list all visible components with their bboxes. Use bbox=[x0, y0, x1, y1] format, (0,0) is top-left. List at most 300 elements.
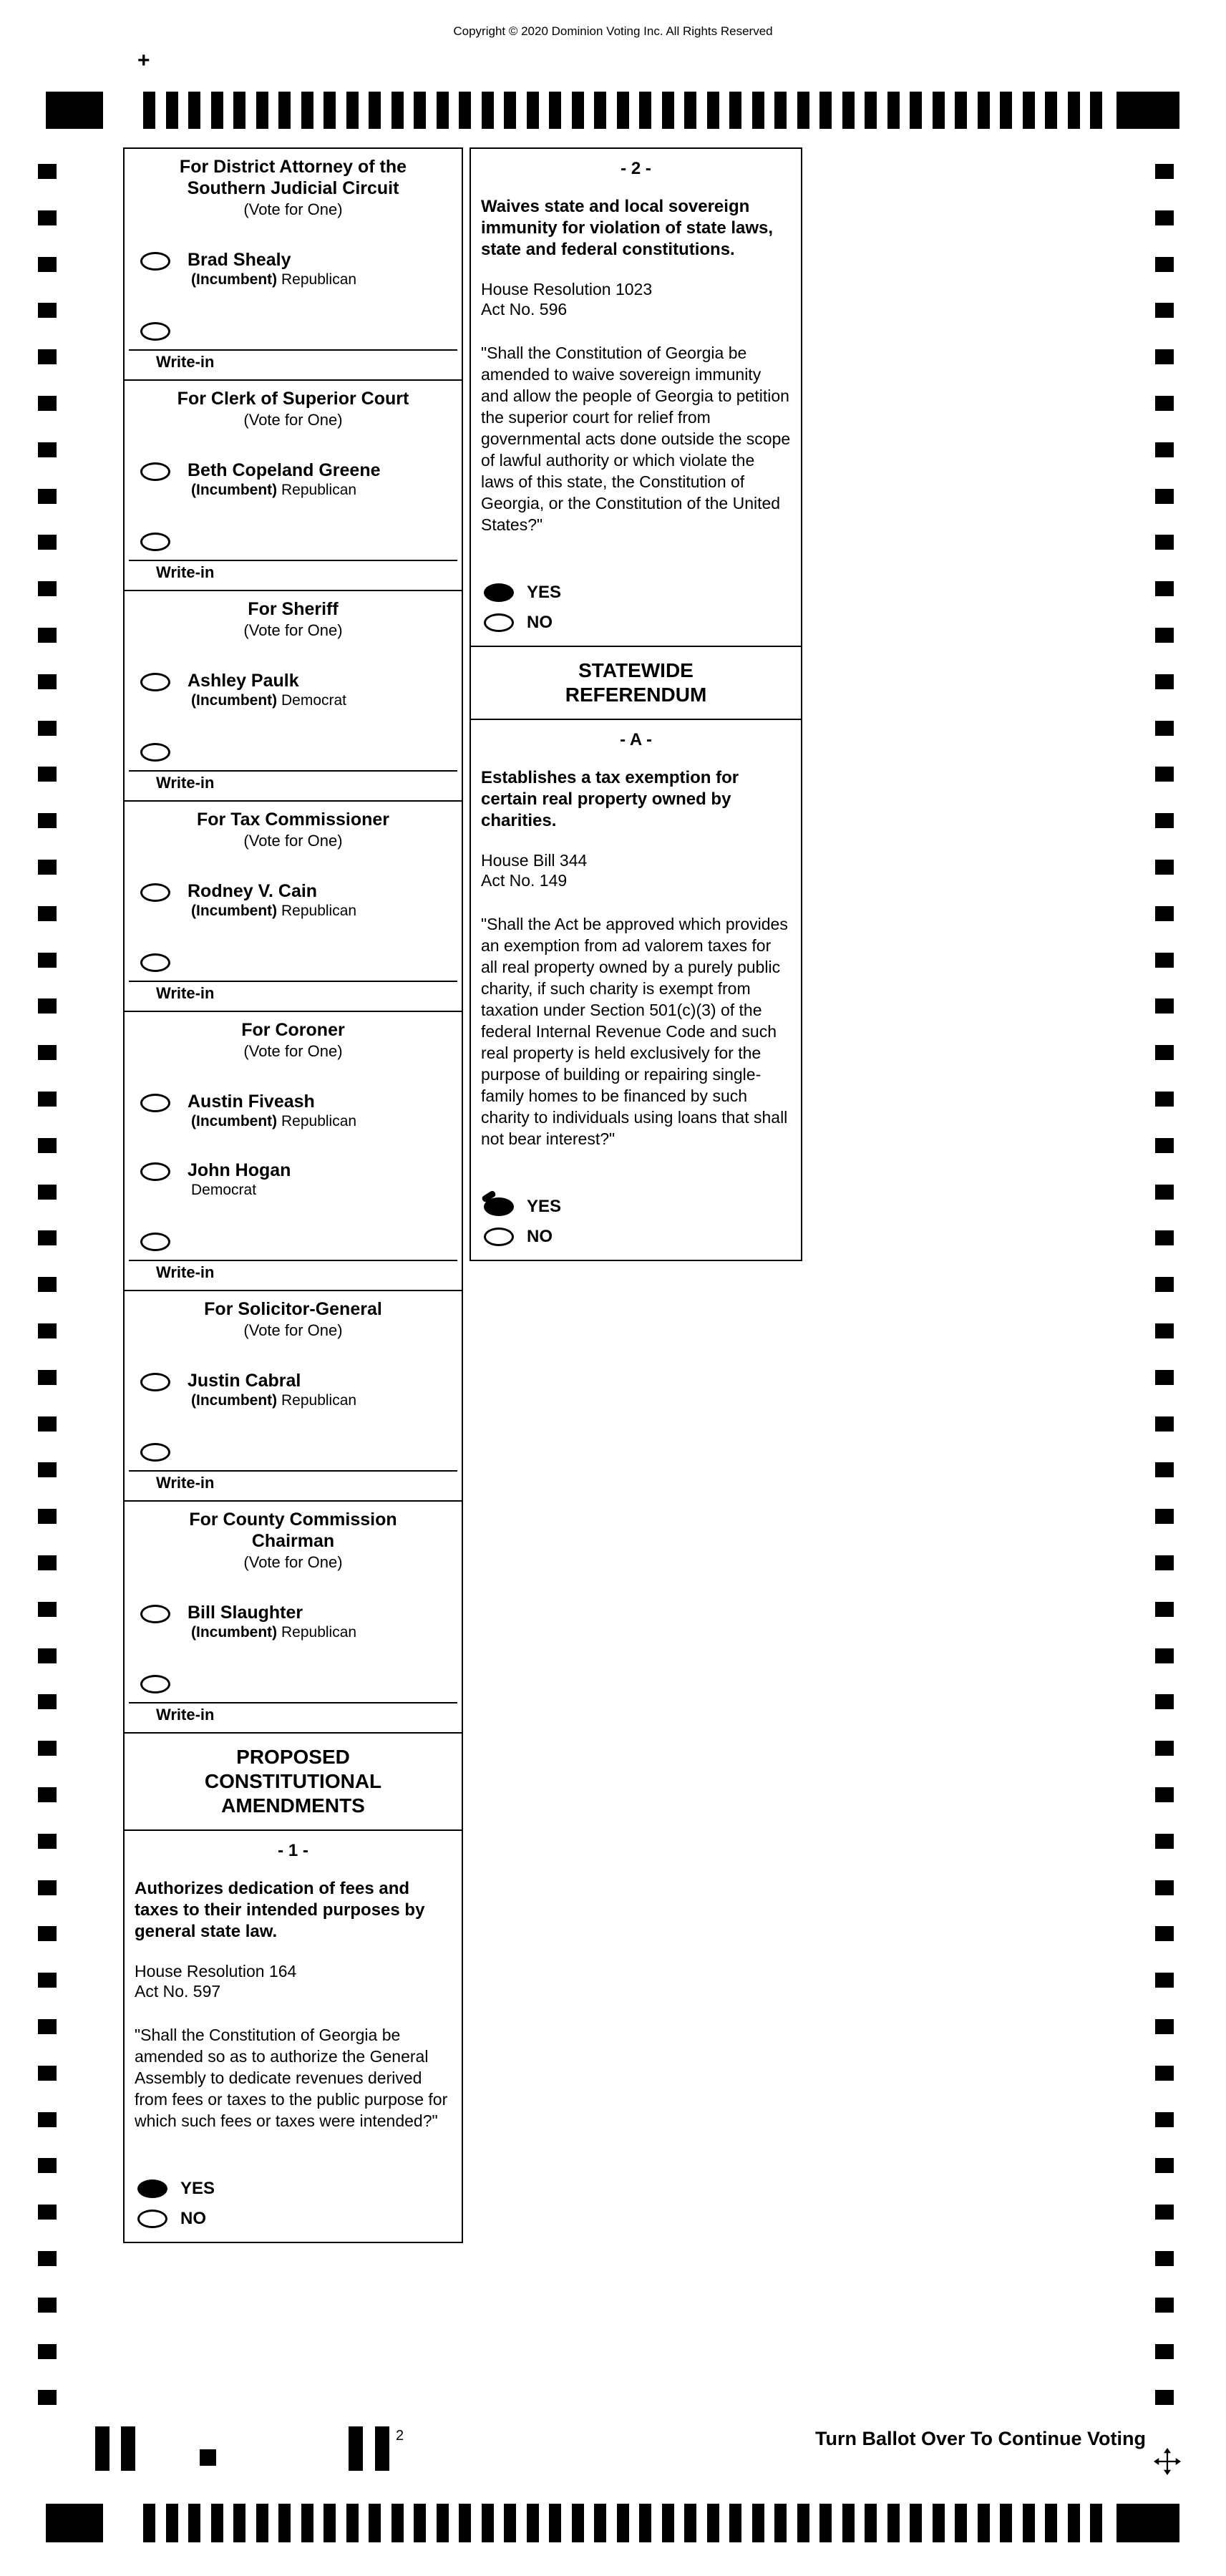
timing-mark-top bbox=[437, 92, 449, 129]
timing-mark-left bbox=[38, 1880, 57, 1895]
timing-mark-right bbox=[1155, 1185, 1174, 1200]
candidate-party: (Incumbent) Republican bbox=[191, 1113, 357, 1129]
timing-mark-right bbox=[1155, 442, 1174, 457]
timing-mark-top bbox=[301, 92, 313, 129]
vote-for-label: (Vote for One) bbox=[243, 1042, 343, 1060]
timing-mark-left bbox=[38, 1648, 57, 1663]
timing-mark-bottom bbox=[662, 2504, 674, 2542]
measure-ref: Act No. 596 bbox=[481, 300, 568, 319]
timing-mark-right bbox=[1155, 998, 1174, 1014]
write-in-oval[interactable] bbox=[140, 322, 170, 341]
candidate-party: (Incumbent) Republican bbox=[191, 1624, 357, 1641]
timing-mark-right bbox=[1155, 257, 1174, 272]
candidate-party: (Incumbent) Democrat bbox=[191, 692, 347, 709]
write-in-line[interactable] bbox=[129, 560, 457, 561]
timing-mark-top bbox=[617, 92, 629, 129]
timing-mark-top bbox=[978, 92, 990, 129]
candidate-info bbox=[188, 1603, 356, 1642]
write-in-row bbox=[140, 953, 446, 972]
candidate-row bbox=[140, 1162, 446, 1200]
write-in-row bbox=[140, 1675, 446, 1693]
timing-mark-bottom bbox=[459, 2504, 471, 2542]
candidate-info bbox=[188, 1371, 356, 1410]
contest-title: For Sheriff bbox=[248, 599, 339, 619]
no-oval[interactable] bbox=[484, 1228, 514, 1246]
timing-mark-bottom bbox=[729, 2504, 741, 2542]
right-column bbox=[470, 147, 802, 1261]
timing-mark-left bbox=[38, 628, 57, 643]
timing-mark-left bbox=[38, 257, 57, 272]
timing-mark-right bbox=[1155, 1138, 1174, 1153]
timing-mark-left bbox=[38, 1138, 57, 1153]
timing-mark-left bbox=[38, 998, 57, 1014]
timing-mark-top bbox=[143, 92, 155, 129]
timing-mark-bottom bbox=[1023, 2504, 1035, 2542]
candidate-party: (Incumbent) Republican bbox=[191, 271, 357, 288]
timing-mark-right bbox=[1155, 1787, 1174, 1802]
timing-mark-top bbox=[662, 92, 674, 129]
section-header-text: STATEWIDE REFERENDUM bbox=[565, 659, 707, 706]
incumbent-label: (Incumbent) bbox=[191, 692, 278, 709]
timing-mark-left bbox=[38, 1555, 57, 1570]
timing-mark-right bbox=[1155, 581, 1174, 596]
timing-mark-left bbox=[38, 2112, 57, 2127]
candidate-info bbox=[188, 1092, 356, 1131]
measure-ref: House Resolution 164 bbox=[135, 1962, 297, 1980]
contest-title: For Tax Commissioner bbox=[196, 810, 390, 830]
vote-for-label: (Vote for One) bbox=[243, 200, 343, 218]
option-label: YES bbox=[180, 2179, 215, 2198]
timing-mark-left bbox=[38, 2205, 57, 2220]
measure-number: - 2 - bbox=[621, 159, 651, 178]
contest-title: For Coroner bbox=[241, 1020, 345, 1040]
timing-mark-right bbox=[1155, 674, 1174, 689]
candidate-row bbox=[140, 883, 446, 920]
contest-box bbox=[123, 379, 463, 591]
candidate-oval[interactable] bbox=[140, 462, 170, 481]
timing-block-bottom-left bbox=[46, 2504, 103, 2542]
candidate-oval[interactable] bbox=[140, 1605, 170, 1623]
timing-mark-bottom bbox=[414, 2504, 426, 2542]
timing-mark-right bbox=[1155, 2390, 1174, 2405]
section-header bbox=[470, 646, 802, 720]
candidate-info bbox=[188, 1160, 291, 1200]
write-in-oval[interactable] bbox=[140, 1675, 170, 1693]
timing-mark-right bbox=[1155, 1926, 1174, 1941]
vote-for-label: (Vote for One) bbox=[243, 1553, 343, 1571]
timing-mark-bottom bbox=[391, 2504, 404, 2542]
timing-mark-top bbox=[256, 92, 268, 129]
write-in-row bbox=[140, 533, 446, 551]
timing-mark-right bbox=[1155, 1416, 1174, 1432]
measure-summary: Establishes a tax exemption for certain real property owned by charities. bbox=[481, 768, 739, 830]
write-in-oval[interactable] bbox=[140, 743, 170, 762]
timing-mark-right bbox=[1155, 953, 1174, 968]
write-in-label: Write-in bbox=[156, 1706, 215, 1724]
timing-mark-bottom bbox=[1000, 2504, 1012, 2542]
timing-mark-top bbox=[414, 92, 426, 129]
candidate-oval[interactable] bbox=[140, 252, 170, 271]
incumbent-label: (Incumbent) bbox=[191, 1113, 278, 1129]
timing-mark-left bbox=[38, 1602, 57, 1617]
timing-mark-bottom bbox=[188, 2504, 200, 2542]
write-in-line[interactable] bbox=[129, 981, 457, 982]
timing-mark-top bbox=[819, 92, 832, 129]
write-in-label: Write-in bbox=[156, 1263, 215, 1281]
timing-mark-bottom bbox=[819, 2504, 832, 2542]
candidate-party: (Incumbent) Republican bbox=[191, 903, 357, 919]
contest-box bbox=[123, 1290, 463, 1502]
measure-question: "Shall the Constitution of Georgia be amended to waive sovereign immunity and allow the people of Georgia to petition the superior court for relief from governmental acts done outside the scope of lawful authority or which violate the laws of this state, the Constitution of Georgia, or the Constitution of the United States?" bbox=[481, 344, 791, 534]
option-label: NO bbox=[527, 613, 553, 632]
no-oval[interactable] bbox=[484, 613, 514, 632]
timing-mark-left bbox=[38, 489, 57, 504]
timing-mark-top bbox=[639, 92, 651, 129]
timing-mark-top bbox=[278, 92, 291, 129]
timing-mark-bottom bbox=[278, 2504, 291, 2542]
candidate-oval[interactable] bbox=[140, 1162, 170, 1181]
measure-refs bbox=[481, 850, 791, 890]
timing-mark-bottom bbox=[143, 2504, 155, 2542]
timing-mark-bottom bbox=[549, 2504, 561, 2542]
timing-mark-right bbox=[1155, 1648, 1174, 1663]
timing-mark-left bbox=[38, 1973, 57, 1988]
timing-mark-left bbox=[38, 767, 57, 782]
timing-mark-right bbox=[1155, 1323, 1174, 1338]
option-row bbox=[137, 2209, 462, 2229]
timing-mark-right bbox=[1155, 210, 1174, 225]
write-in-line[interactable] bbox=[129, 1470, 457, 1472]
contest-box bbox=[123, 1011, 463, 1291]
timing-mark-top bbox=[684, 92, 696, 129]
contest-title: For Clerk of Superior Court bbox=[177, 389, 409, 409]
contest-box bbox=[123, 590, 463, 802]
timing-mark-top bbox=[933, 92, 945, 129]
timing-mark-left bbox=[38, 442, 57, 457]
write-in-label: Write-in bbox=[156, 1474, 215, 1492]
timing-mark-right bbox=[1155, 1555, 1174, 1570]
candidate-name: Ashley Paulk bbox=[188, 671, 299, 691]
timing-mark-right bbox=[1155, 164, 1174, 179]
timing-mark-left bbox=[38, 721, 57, 736]
yes-oval[interactable] bbox=[137, 2179, 167, 2198]
timing-mark-right bbox=[1155, 1834, 1174, 1849]
timing-mark-right bbox=[1155, 2019, 1174, 2034]
candidate-row bbox=[140, 462, 446, 500]
yes-oval[interactable] bbox=[484, 1197, 514, 1216]
incumbent-label: (Incumbent) bbox=[191, 1624, 278, 1641]
timing-mark-right bbox=[1155, 2344, 1174, 2359]
timing-mark-top bbox=[1000, 92, 1012, 129]
candidate-oval[interactable] bbox=[140, 1373, 170, 1391]
timing-mark-top bbox=[459, 92, 471, 129]
timing-mark-right bbox=[1155, 1973, 1174, 1988]
timing-mark-bottom bbox=[1045, 2504, 1057, 2542]
timing-mark-right bbox=[1155, 1462, 1174, 1477]
timing-mark-left bbox=[38, 1230, 57, 1245]
timing-mark-left bbox=[38, 1045, 57, 1060]
timing-mark-left bbox=[38, 1185, 57, 1200]
option-row bbox=[484, 583, 801, 603]
timing-mark-left bbox=[38, 1416, 57, 1432]
contest-box bbox=[123, 1500, 463, 1734]
timing-mark-top bbox=[865, 92, 877, 129]
timing-mark-top bbox=[549, 92, 561, 129]
timing-mark-bottom bbox=[707, 2504, 719, 2542]
timing-mark-bottom bbox=[437, 2504, 449, 2542]
timing-mark-left bbox=[38, 1926, 57, 1941]
option-label: NO bbox=[180, 2209, 206, 2228]
incumbent-label: (Incumbent) bbox=[191, 903, 278, 919]
timing-mark-left bbox=[38, 1462, 57, 1477]
vote-for-label: (Vote for One) bbox=[243, 1321, 343, 1339]
measure-question: "Shall the Act be approved which provides an exemption from ad valorem taxes for all real property owned by a purely public charity, if such charity is exempt from taxation under Section 501(c)(3) of the federal Internal Revenue Code and such real property is held exclusively for the purpose of building or repairing single-family homes to be financed by such charity to individuals using loans that shall not bear interest?" bbox=[481, 915, 788, 1148]
timing-mark-right bbox=[1155, 628, 1174, 643]
timing-mark-left bbox=[38, 396, 57, 411]
corner-glyph: 2 bbox=[396, 2428, 404, 2444]
registration-crosshair-icon bbox=[1154, 2448, 1181, 2475]
yes-oval[interactable] bbox=[484, 583, 514, 602]
timing-mark-bottom bbox=[301, 2504, 313, 2542]
timing-mark-right bbox=[1155, 535, 1174, 550]
timing-mark-bottom bbox=[256, 2504, 268, 2542]
timing-mark-top bbox=[774, 92, 787, 129]
candidate-name: John Hogan bbox=[188, 1160, 291, 1180]
timing-mark-top bbox=[572, 92, 584, 129]
copyright-text: Copyright © 2020 Dominion Voting Inc. All Rights Reserved bbox=[453, 24, 773, 38]
left-column bbox=[123, 147, 463, 2243]
timing-mark-top bbox=[594, 92, 606, 129]
write-in-label: Write-in bbox=[156, 563, 215, 581]
timing-mark-bottom bbox=[166, 2504, 178, 2542]
timing-mark-top bbox=[346, 92, 359, 129]
timing-mark-right bbox=[1155, 2205, 1174, 2220]
timing-mark-left bbox=[38, 906, 57, 921]
candidate-oval[interactable] bbox=[140, 1094, 170, 1112]
write-in-label: Write-in bbox=[156, 774, 215, 792]
timing-mark-top bbox=[707, 92, 719, 129]
timing-mark-top bbox=[955, 92, 967, 129]
timing-mark-left bbox=[38, 164, 57, 179]
timing-mark-top bbox=[1045, 92, 1057, 129]
section-header-text: PROPOSED CONSTITUTIONAL AMENDMENTS bbox=[204, 1746, 382, 1817]
measure-question: "Shall the Constitution of Georgia be amended so as to authorize the General Assembly to dedicate revenues derived from fees or taxes to the public purpose for which such fees or taxes were intended?" bbox=[135, 2026, 448, 2130]
measure-ref: Act No. 597 bbox=[135, 1982, 221, 2001]
timing-mark-left bbox=[38, 2251, 57, 2266]
measure-box bbox=[470, 719, 802, 1261]
write-in-line[interactable] bbox=[129, 1260, 457, 1261]
timing-mark-left bbox=[38, 1323, 57, 1338]
timing-mark-left bbox=[38, 860, 57, 875]
timing-mark-bottom bbox=[504, 2504, 516, 2542]
timing-mark-left bbox=[38, 2066, 57, 2081]
timing-mark-left bbox=[38, 953, 57, 968]
timing-mark-left bbox=[38, 2158, 57, 2173]
candidate-oval[interactable] bbox=[140, 673, 170, 691]
code-bar bbox=[121, 2426, 135, 2471]
timing-mark-right bbox=[1155, 1370, 1174, 1385]
timing-mark-top bbox=[1068, 92, 1080, 129]
vote-for-label: (Vote for One) bbox=[243, 832, 343, 850]
write-in-line[interactable] bbox=[129, 1702, 457, 1703]
measure-summary: Waives state and local sovereign immunity for violation of state laws, state and federal constitutions. bbox=[481, 197, 774, 259]
write-in-label: Write-in bbox=[156, 353, 215, 371]
contest-title: For District Attorney of the Southern Judicial Circuit bbox=[179, 157, 407, 198]
timing-block-bottom-right bbox=[1116, 2504, 1179, 2542]
timing-mark-bottom bbox=[617, 2504, 629, 2542]
write-in-oval[interactable] bbox=[140, 533, 170, 551]
timing-mark-right bbox=[1155, 2112, 1174, 2127]
timing-mark-bottom bbox=[842, 2504, 855, 2542]
timing-mark-bottom bbox=[346, 2504, 359, 2542]
timing-mark-top bbox=[1023, 92, 1035, 129]
candidate-row bbox=[140, 1605, 446, 1642]
timing-mark-right bbox=[1155, 489, 1174, 504]
timing-mark-bottom bbox=[482, 2504, 494, 2542]
option-row bbox=[137, 2179, 462, 2199]
measure-refs bbox=[135, 1961, 452, 2001]
candidate-party: (Incumbent) Republican bbox=[191, 482, 357, 498]
timing-mark-left bbox=[38, 1787, 57, 1802]
timing-mark-bottom bbox=[865, 2504, 877, 2542]
write-in-row bbox=[140, 1443, 446, 1462]
measure-summary: Authorizes dedication of fees and taxes to their intended purposes by general state law. bbox=[135, 1879, 425, 1941]
timing-mark-right bbox=[1155, 1602, 1174, 1617]
timing-mark-right bbox=[1155, 2066, 1174, 2081]
timing-mark-left bbox=[38, 1741, 57, 1756]
timing-mark-bottom bbox=[955, 2504, 967, 2542]
timing-mark-right bbox=[1155, 767, 1174, 782]
timing-block-top-right bbox=[1116, 92, 1179, 129]
timing-mark-bottom bbox=[774, 2504, 787, 2542]
timing-mark-top bbox=[188, 92, 200, 129]
candidate-name: Beth Copeland Greene bbox=[188, 460, 381, 480]
timing-mark-right bbox=[1155, 1045, 1174, 1060]
write-in-line[interactable] bbox=[129, 770, 457, 772]
timing-mark-left bbox=[38, 2298, 57, 2313]
timing-mark-right bbox=[1155, 813, 1174, 828]
timing-mark-right bbox=[1155, 2251, 1174, 2266]
timing-mark-left bbox=[38, 1277, 57, 1292]
timing-mark-left bbox=[38, 2390, 57, 2405]
timing-mark-right bbox=[1155, 2158, 1174, 2173]
timing-mark-top bbox=[323, 92, 336, 129]
code-bar bbox=[375, 2426, 389, 2471]
measure-number: - A - bbox=[620, 730, 652, 749]
timing-mark-top bbox=[233, 92, 245, 129]
timing-mark-bottom bbox=[910, 2504, 922, 2542]
option-label: YES bbox=[527, 583, 562, 602]
write-in-line[interactable] bbox=[129, 349, 457, 351]
timing-mark-left bbox=[38, 1834, 57, 1849]
timing-mark-top bbox=[369, 92, 381, 129]
timing-mark-right bbox=[1155, 1230, 1174, 1245]
plus-mark: + bbox=[137, 49, 150, 72]
write-in-label: Write-in bbox=[156, 984, 215, 1002]
timing-mark-left bbox=[38, 1092, 57, 1107]
timing-mark-left bbox=[38, 1694, 57, 1709]
timing-mark-bottom bbox=[369, 2504, 381, 2542]
candidate-party: (Incumbent) Republican bbox=[191, 1392, 357, 1409]
candidate-info bbox=[188, 881, 356, 920]
candidate-row bbox=[140, 1373, 446, 1410]
timing-mark-right bbox=[1155, 1880, 1174, 1895]
measure-ref: House Resolution 1023 bbox=[481, 280, 653, 298]
section-header bbox=[123, 1732, 463, 1831]
timing-mark-top bbox=[887, 92, 900, 129]
contest-title: For County Commission Chairman bbox=[189, 1510, 397, 1551]
timing-mark-bottom bbox=[323, 2504, 336, 2542]
timing-mark-left bbox=[38, 2344, 57, 2359]
candidate-row bbox=[140, 1094, 446, 1131]
timing-mark-bottom bbox=[978, 2504, 990, 2542]
timing-mark-left bbox=[38, 1370, 57, 1385]
timing-mark-bottom bbox=[233, 2504, 245, 2542]
timing-mark-left bbox=[38, 674, 57, 689]
candidate-name: Rodney V. Cain bbox=[188, 881, 318, 901]
candidate-name: Brad Shealy bbox=[188, 250, 291, 270]
incumbent-label: (Incumbent) bbox=[191, 482, 278, 498]
write-in-oval[interactable] bbox=[140, 1443, 170, 1462]
timing-mark-bottom bbox=[594, 2504, 606, 2542]
timing-mark-left bbox=[38, 581, 57, 596]
timing-mark-top bbox=[166, 92, 178, 129]
timing-mark-right bbox=[1155, 860, 1174, 875]
timing-mark-top bbox=[527, 92, 539, 129]
timing-mark-bottom bbox=[933, 2504, 945, 2542]
option-label: YES bbox=[527, 1197, 562, 1216]
write-in-oval[interactable] bbox=[140, 1233, 170, 1251]
incumbent-label: (Incumbent) bbox=[191, 1392, 278, 1409]
contest-box bbox=[123, 800, 463, 1012]
timing-mark-top bbox=[1090, 92, 1102, 129]
vote-for-label: (Vote for One) bbox=[243, 621, 343, 639]
candidate-info bbox=[188, 460, 381, 500]
timing-mark-top bbox=[504, 92, 516, 129]
candidate-info bbox=[188, 671, 346, 710]
timing-block-top-left bbox=[46, 92, 103, 129]
vote-for-label: (Vote for One) bbox=[243, 411, 343, 429]
timing-mark-bottom bbox=[752, 2504, 764, 2542]
timing-mark-left bbox=[38, 210, 57, 225]
candidate-name: Austin Fiveash bbox=[188, 1092, 315, 1112]
candidate-row bbox=[140, 252, 446, 289]
no-oval[interactable] bbox=[137, 2210, 167, 2228]
timing-mark-bottom bbox=[527, 2504, 539, 2542]
candidate-oval[interactable] bbox=[140, 883, 170, 902]
timing-mark-left bbox=[38, 2019, 57, 2034]
timing-mark-right bbox=[1155, 303, 1174, 318]
timing-mark-bottom bbox=[1068, 2504, 1080, 2542]
option-row bbox=[484, 1227, 801, 1247]
timing-mark-top bbox=[211, 92, 223, 129]
contest-box bbox=[123, 147, 463, 381]
measure-ref: House Bill 344 bbox=[481, 851, 588, 870]
measure-box bbox=[123, 1829, 463, 2243]
timing-mark-top bbox=[910, 92, 922, 129]
timing-mark-top bbox=[729, 92, 741, 129]
timing-mark-right bbox=[1155, 1509, 1174, 1524]
code-bar bbox=[95, 2426, 110, 2471]
timing-mark-right bbox=[1155, 1277, 1174, 1292]
timing-mark-bottom bbox=[797, 2504, 809, 2542]
measure-refs bbox=[481, 279, 791, 319]
write-in-oval[interactable] bbox=[140, 953, 170, 972]
timing-mark-left bbox=[38, 1509, 57, 1524]
timing-mark-bottom bbox=[684, 2504, 696, 2542]
timing-mark-bottom bbox=[639, 2504, 651, 2542]
write-in-row bbox=[140, 1233, 446, 1251]
